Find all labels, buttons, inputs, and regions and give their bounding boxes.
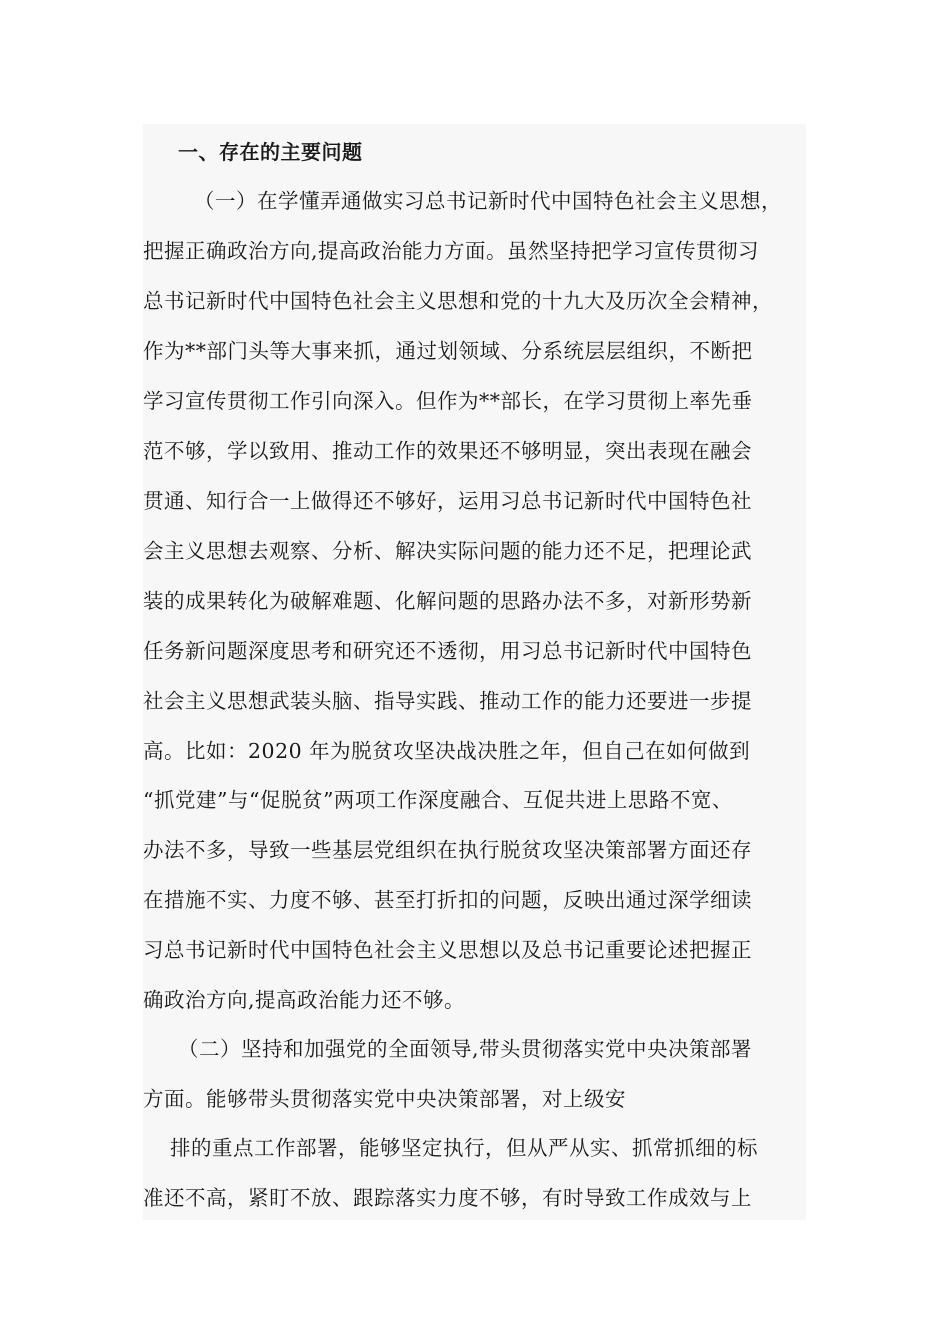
paragraph-line: 办法不多，导致一些基层党组织在执行脱贫攻坚决策部署方面还存 xyxy=(143,838,752,862)
paragraph-line: （一）在学懂弄通做实习总书记新时代中国特色社会主义思想， xyxy=(194,189,782,213)
paragraph-line: 确政治方向,提高政治能力还不够。 xyxy=(143,988,466,1012)
section-heading: 一、存在的主要问题 xyxy=(178,140,363,164)
paragraph-line: 把握正确政治方向,提高政治能力方面。虽然坚持把学习宣传贯彻习 xyxy=(143,239,760,263)
paragraph-line: 习总书记新时代中国特色社会主义思想以及总书记重要论述把握正 xyxy=(143,938,752,962)
paragraph-line: （二）坚持和加强党的全面领导,带头贯彻落实党中央决策部署 xyxy=(178,1037,753,1061)
paragraph-line: 社会主义思想武装头脑、指导实践、推动工作的能力还要进一步提 xyxy=(143,689,752,713)
paragraph-line: 准还不高，紧盯不放、跟踪落实力度不够，有时导致工作成效与上 xyxy=(143,1186,752,1210)
paragraph-line: 高。比如：2020 年为脱贫攻坚决战决胜之年，但自己在如何做到 xyxy=(143,739,751,763)
paragraph-line: 方面。能够带头贯彻落实党中央决策部署，对上级安 xyxy=(143,1087,626,1111)
paragraph-line: 作为**部门头等大事来抓，通过划领域、分系统层层组织，不断把 xyxy=(143,339,753,363)
paragraph-line: 会主义思想去观察、分析、解决实际问题的能力还不足，把理论武 xyxy=(143,539,752,563)
paragraph-line: 总书记新时代中国特色社会主义思想和党的十九大及历次全会精神， xyxy=(143,289,773,313)
paragraph-line: 装的成果转化为破解难题、化解问题的思路办法不多，对新形势新 xyxy=(143,589,752,613)
paragraph-line: 贯通、知行合一上做得还不够好，运用习总书记新时代中国特色社 xyxy=(143,489,752,513)
paragraph-line: 范不够，学以致用、推动工作的效果还不够明显，突出表现在融会 xyxy=(143,439,752,463)
paragraph-line: 任务新问题深度思考和研究还不透彻，用习总书记新时代中国特色 xyxy=(143,639,752,663)
paragraph-line: 在措施不实、力度不够、甚至打折扣的问题，反映出通过深学细读 xyxy=(143,888,752,912)
paragraph-line: 学习宣传贯彻工作引向深入。但作为**部长，在学习贯彻上率先垂 xyxy=(143,389,753,413)
paragraph-line: 排的重点工作部署，能够坚定执行，但从严从实、抓常抓细的标 xyxy=(170,1136,758,1160)
paragraph-line: “抓党建”与“促脱贫”两项工作深度融合、互促共进上思路不宽、 xyxy=(143,788,733,812)
